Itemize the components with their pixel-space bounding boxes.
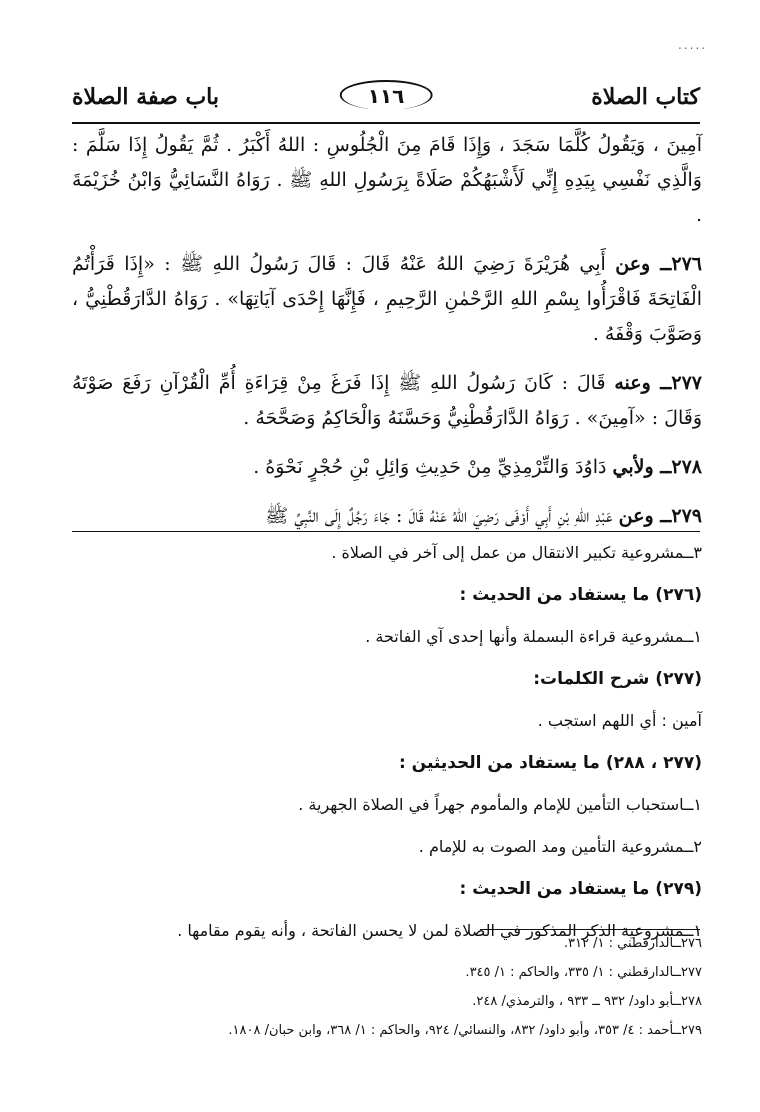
hadith-277 [72,366,702,436]
commentary [72,542,702,942]
page-number: ١١٦ [340,80,433,110]
section-divider [72,531,700,532]
note-item: ٣ــمشروعية تكبير الانتقال من عمل إلى آخر في الصلاة . [331,543,702,562]
hadith-278 [72,450,702,485]
hadith-text [72,128,702,548]
hadith-276 [72,247,702,352]
footnote: ٢٧٧ــالدارقطني : ١/ ٣٣٥، والحاكم : ١/ ٣٤٥. [465,965,702,980]
footnote-divider [480,929,700,930]
hadith-number: ٢٧٩ــ وعن [618,505,702,527]
footnotes [62,935,702,1051]
footnote: ٢٧٦ــالدارقطني : ١/ ٣١٢. [563,936,702,951]
intro-paragraph: آمِينَ ، وَيَقُولُ كُلَّمَا سَجَدَ ، وَإِذَا قَامَ مِنَ الْجُلُوسِ : اللهُ أَكْبَرُ . ثُمَّ يَقُولُ إِذَا سَلَّمَ : وَالَّذِي نَفْسِي بِيَدِهِ إِنِّي لَأَشْبَهُكُمْ صَلَاةً بِرَسُولِ اللهِ ﷺ . رَوَاهُ النَّسَائِيُّ وَابْنُ خُزَيْمَةَ . [72,134,702,226]
chapter-title: باب صفة الصلاة [72,84,220,110]
hadith-body: عَبْدِ اللهِ بْنِ أَبِي أَوْفَى رَضِيَ اللهُ عَنْهُ قَالَ : جَاءَ رَجُلٌ إِلَى النَّبِيِّ ﷺ [265,505,613,527]
hadith-number: ٢٧٨ــ ولأبي [612,456,702,478]
hadith-body: أَبِي هُرَيْرَةَ رَضِيَ اللهُ عَنْهُ قَالَ : قَالَ رَسُولُ اللهِ ﷺ : «إِذَا قَرَأْتُمُ الْفَاتِحَةَ فَاقْرَأُوا بِسْمِ اللهِ الرَّحْمٰنِ الرَّحِيمِ ، فَإِنَّهَا إِحْدَى آيَاتِهَا» . رَوَاهُ الدَّارَقُطْنِيُّ ، وَصَوَّبَ وَقْفَهُ . [72,253,702,345]
hadith-body: دَاوُدَ وَالتِّرْمِذِيِّ مِنْ حَدِيثِ وَائِلِ بْنِ حُجْرٍ نَحْوَهُ . [253,456,607,478]
note-item: ١ــمشروعية قراءة البسملة وأنها إحدى آي الفاتحة . [365,627,702,646]
hadith-number: ٢٧٦ــ وعن [615,253,702,275]
book-title: كتاب الصلاة [591,84,700,110]
footnote: ٢٧٨ــأبو داود/ ٩٣٢ ــ ٩٣٣ ، والترمذي/ ٢٤٨. [472,994,702,1009]
note-item: آمين : أي اللهم استجب . [537,711,702,730]
notes-heading-277: (٢٧٧) شرح الكلمات: [533,669,702,689]
note-item: ١ــمشروعية الذكر المذكور في الصلاة لمن لا يحسن الفاتحة ، وأنه يقوم مقامها . [177,921,702,940]
hadith-279 [72,499,702,534]
footnote: ٢٧٩ــأحمد : ٤/ ٣٥٣، وأبو داود/ ٨٣٢، والنسائي/ ٩٢٤، والحاكم : ١/ ٣٦٨، وابن حبان/ ١٨٠٨. [228,1023,702,1038]
hadith-number: ٢٧٧ــ وعنه [614,372,702,394]
note-item: ٢ــمشروعية التأمين ومد الصوت به للإمام . [418,837,702,856]
corner-dots: ..... [678,38,708,52]
notes-heading-279: (٢٧٩) ما يستفاد من الحديث : [459,879,702,899]
hadith-body: قَالَ : كَانَ رَسُولُ اللهِ ﷺ إِذَا فَرَغَ مِنْ قِرَاءَةِ أُمِّ الْقُرْآنِ رَفَعَ صَوْتَهُ وَقَالَ : «آمِينَ» . رَوَاهُ الدَّارَقُطْنِيُّ وَحَسَّنَهُ وَالْحَاكِمُ وَصَحَّحَهُ . [72,372,702,429]
notes-heading-277-288: (٢٧٧ ، ٢٨٨) ما يستفاد من الحديثين : [398,753,702,773]
page-header [72,78,700,124]
note-item: ١ــاستحباب التأمين للإمام والمأموم جهراً في الصلاة الجهرية . [298,795,702,814]
notes-heading-276: (٢٧٦) ما يستفاد من الحديث : [459,585,702,605]
